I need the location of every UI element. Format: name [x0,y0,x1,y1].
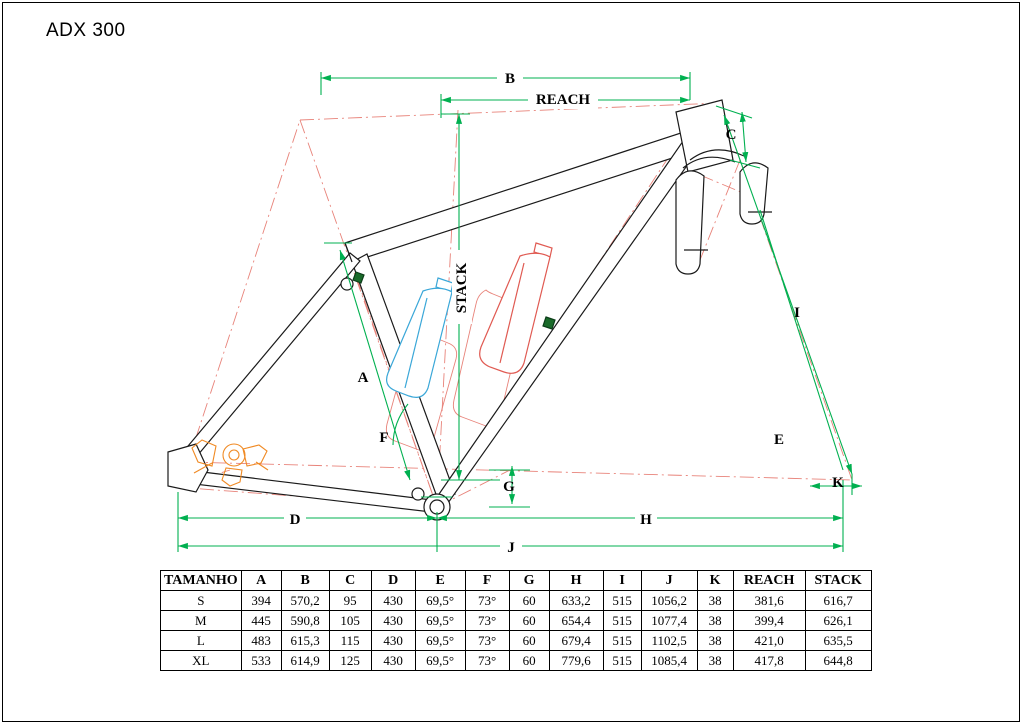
table-cell: 635,5 [805,631,871,651]
table-cell: 626,1 [805,611,871,631]
dimension-label-C: C [725,127,737,143]
table-cell: 125 [329,651,371,671]
table-cell: 515 [603,631,641,651]
table-header-cell: TAMANHO [161,571,242,591]
table-cell: 421,0 [733,631,805,651]
table-cell: 430 [371,611,415,631]
table-cell: XL [161,651,242,671]
table-cell: 1102,5 [641,631,697,651]
table-cell: 69,5° [415,631,465,651]
table-cell: 73° [465,651,509,671]
dimension-label-A: A [357,370,369,386]
table-header-cell: REACH [733,571,805,591]
table-row [161,651,872,671]
table-header-cell: D [371,571,415,591]
table-cell: 515 [603,651,641,671]
table-cell: 533 [241,651,281,671]
table-cell: 445 [241,611,281,631]
table-cell: 73° [465,591,509,611]
table-cell: L [161,631,242,651]
table-cell: 60 [509,591,549,611]
table-header-cell: I [603,571,641,591]
table-header-cell: J [641,571,697,591]
table-header-cell: K [697,571,733,591]
table-header-cell: A [241,571,281,591]
table-cell: 417,8 [733,651,805,671]
table-cell: 633,2 [549,591,603,611]
dimension-label-E: E [773,432,785,448]
dimension-label-I: I [794,305,800,321]
table-cell: 73° [465,631,509,651]
page-title: ADX 300 [46,20,126,41]
table-row [161,591,872,611]
table-cell: 38 [697,651,733,671]
dimension-label-D: D [289,512,301,528]
table-cell: 779,6 [549,651,603,671]
table-header-cell: STACK [805,571,871,591]
dimension-label-H: H [640,512,652,528]
geometry-table [160,570,872,671]
table-cell: 69,5° [415,591,465,611]
dimension-label-B: B [504,71,516,87]
table-cell: 430 [371,651,415,671]
table-cell: 654,4 [549,611,603,631]
table-row [161,631,872,651]
table-cell: 38 [697,591,733,611]
table-row [161,611,872,631]
table-header-cell: G [509,571,549,591]
table-cell: 60 [509,631,549,651]
table-header-cell: C [329,571,371,591]
dimension-label-F: F [379,430,389,446]
dimension-label-reach: REACH [535,92,591,108]
table-cell: 644,8 [805,651,871,671]
table-header-row [161,571,872,591]
table-header-cell: F [465,571,509,591]
table-cell: 614,9 [281,651,329,671]
dimension-label-J: J [507,540,515,556]
dimension-label-G: G [503,479,515,495]
table-header-cell: B [281,571,329,591]
table-cell: 115 [329,631,371,651]
table-cell: 616,7 [805,591,871,611]
table-cell: 430 [371,591,415,611]
table-cell: M [161,611,242,631]
table-cell: 483 [241,631,281,651]
table-cell: 430 [371,631,415,651]
table-cell: 679,4 [549,631,603,651]
table-cell: 515 [603,591,641,611]
table-cell: 590,8 [281,611,329,631]
table-header-cell: H [549,571,603,591]
table-cell: 1077,4 [641,611,697,631]
dimension-label-K: K [832,475,844,491]
table-cell: 381,6 [733,591,805,611]
table-cell: 399,4 [733,611,805,631]
table-cell: S [161,591,242,611]
dimension-label-stack: STACK [454,262,470,314]
table-cell: 570,2 [281,591,329,611]
table-cell: 1085,4 [641,651,697,671]
table-cell: 38 [697,611,733,631]
table-cell: 38 [697,631,733,651]
table-cell: 515 [603,611,641,631]
table-cell: 394 [241,591,281,611]
table-cell: 1056,2 [641,591,697,611]
table-cell: 73° [465,611,509,631]
table-cell: 95 [329,591,371,611]
table-cell: 60 [509,611,549,631]
table-cell: 69,5° [415,651,465,671]
table-cell: 105 [329,611,371,631]
table-header-cell: E [415,571,465,591]
table-cell: 615,3 [281,631,329,651]
table-cell: 60 [509,651,549,671]
table-cell: 69,5° [415,611,465,631]
